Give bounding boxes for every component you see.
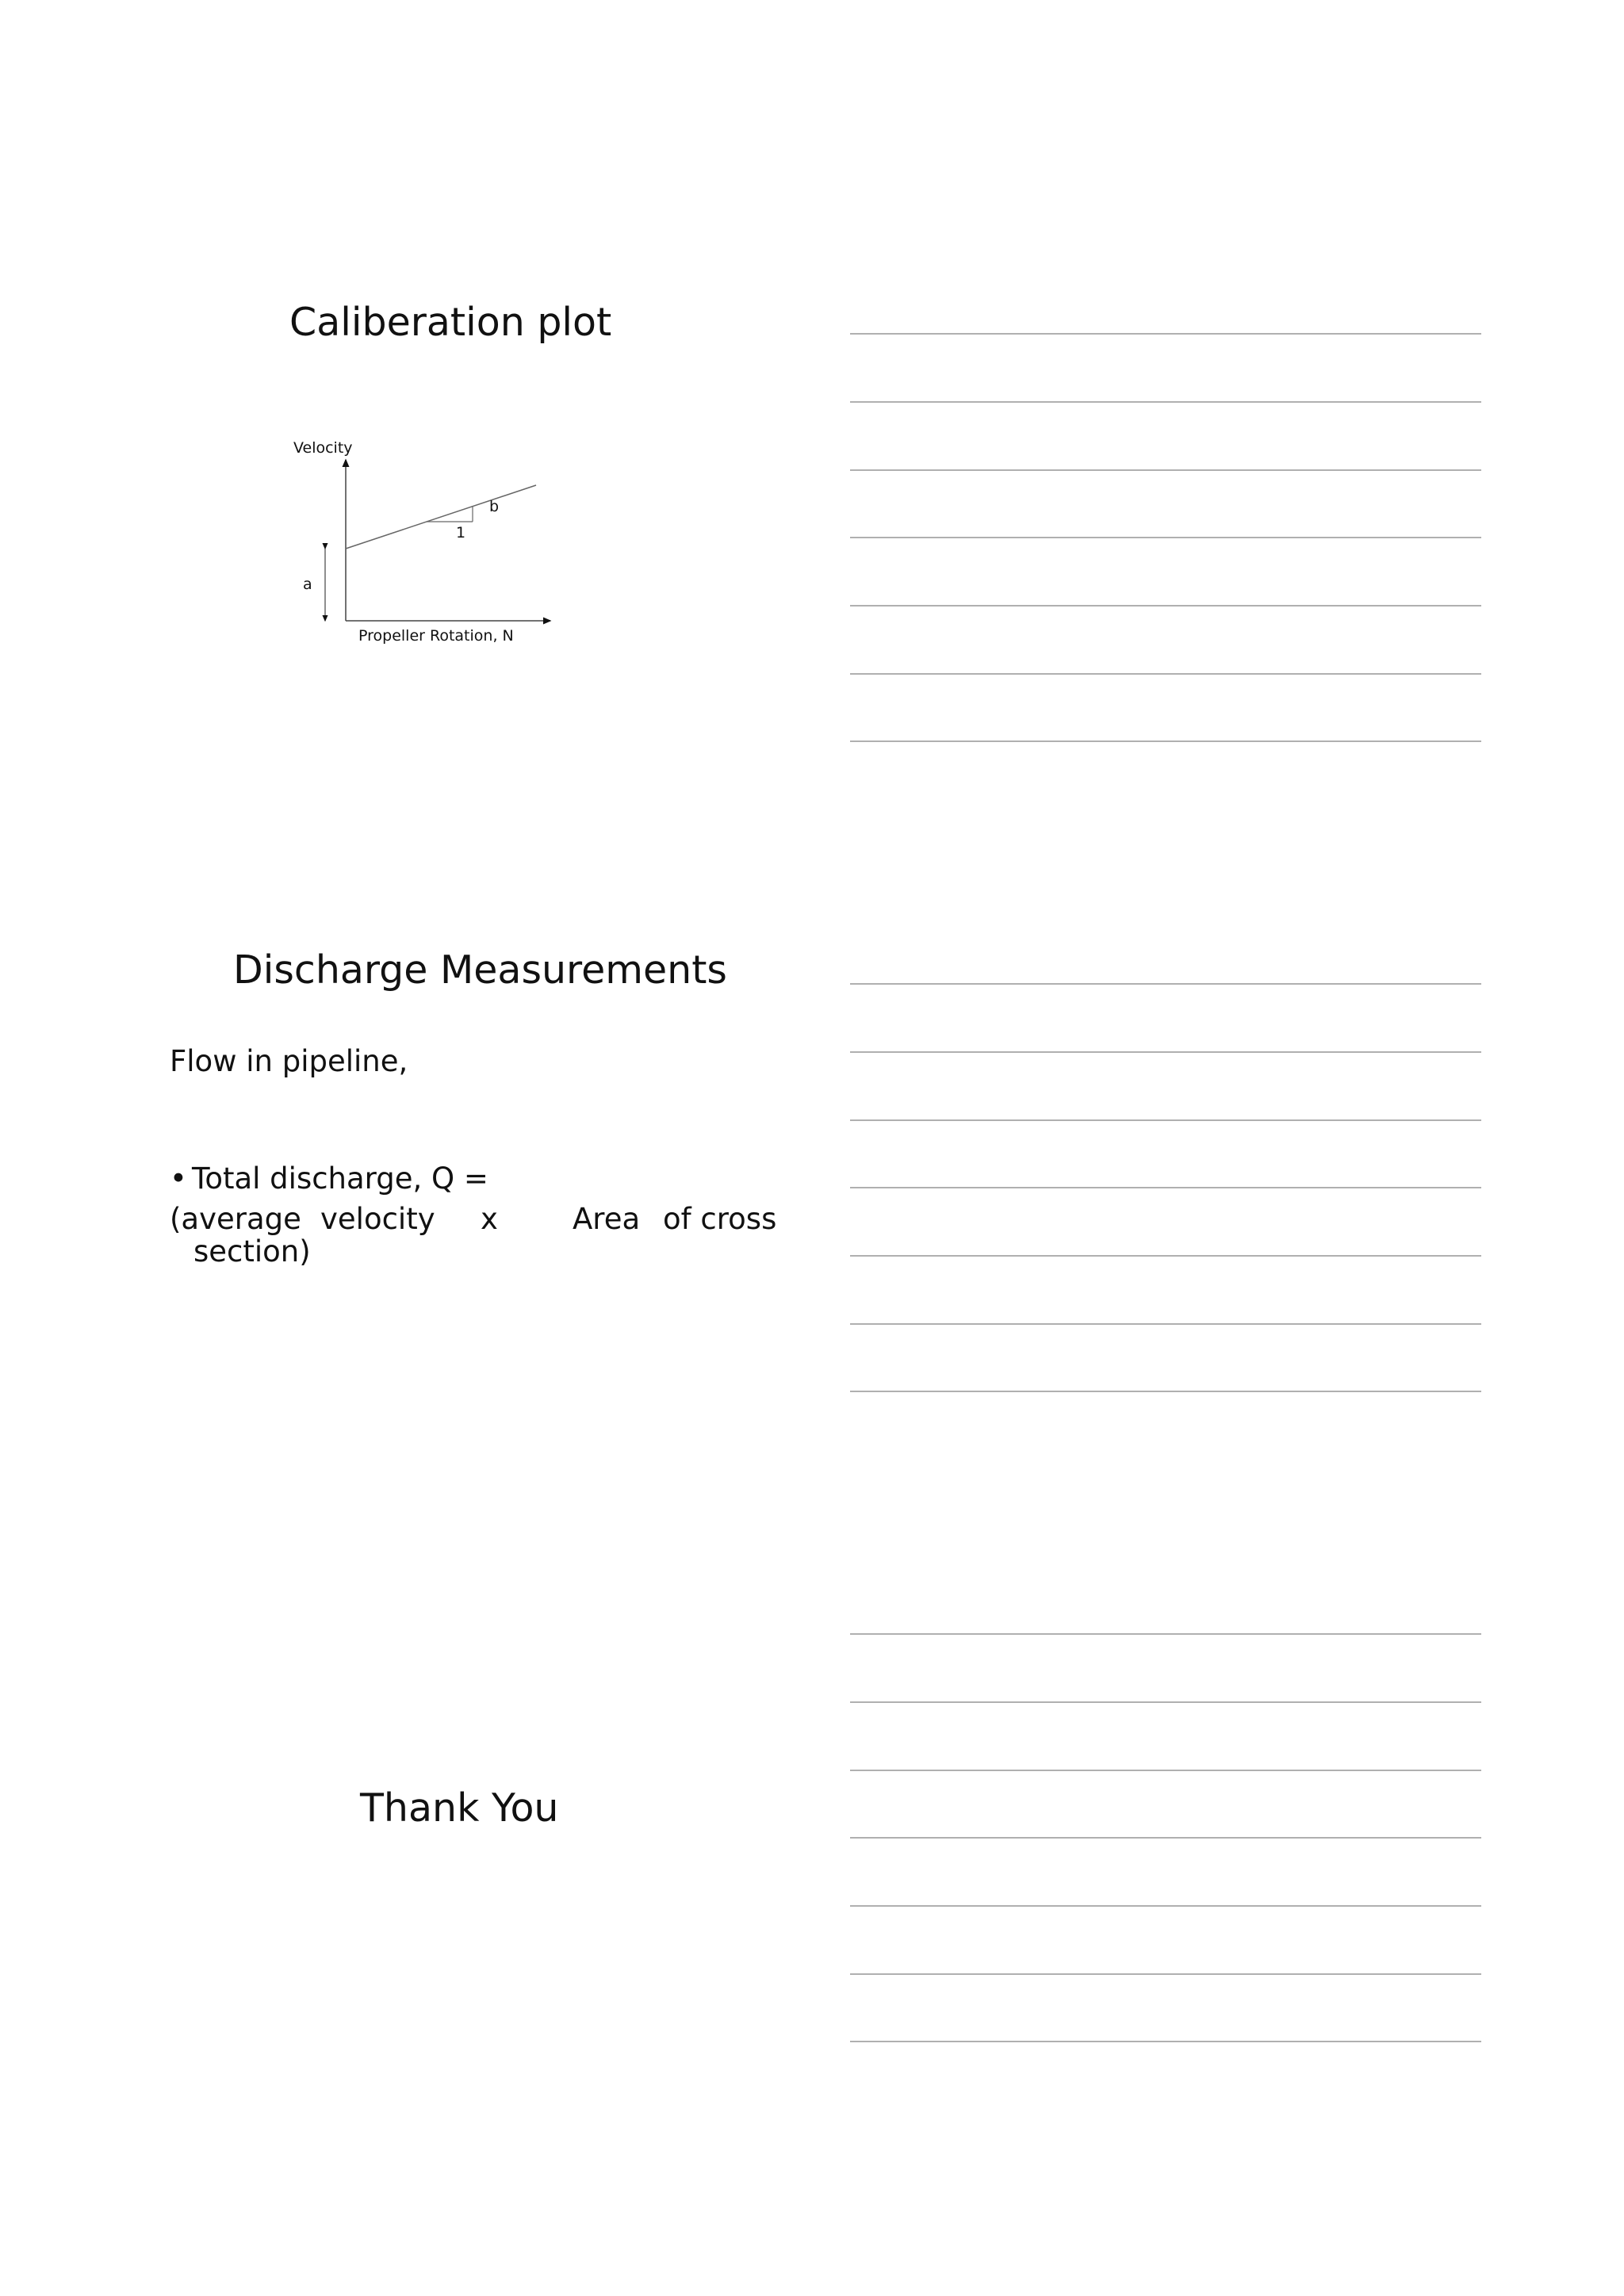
note-line (850, 537, 1481, 538)
note-line (850, 1770, 1481, 1771)
slide-title-calibration: Caliberation plot (289, 300, 612, 345)
note-line (850, 401, 1481, 403)
slope-rise-label: b (489, 498, 500, 515)
note-line (850, 983, 1481, 985)
note-line (850, 605, 1481, 607)
intercept-label: a (303, 576, 312, 593)
intro-text: Flow in pipeline, (170, 1044, 408, 1078)
x-axis-label: Propeller Rotation, N (358, 627, 514, 645)
formula-word: x (481, 1202, 498, 1236)
bullet-text: Total discharge, Q = (192, 1161, 488, 1196)
bullet-item (170, 1162, 488, 1196)
note-line (850, 1187, 1481, 1188)
calibration-line (346, 485, 536, 549)
y-axis-label: Velocity (293, 439, 353, 457)
formula-row (170, 1202, 777, 1237)
note-line (850, 1837, 1481, 1839)
note-line (850, 1255, 1481, 1257)
note-line (850, 2041, 1481, 2042)
slide-title-thank-you: Thank You (360, 1785, 559, 1831)
slide-title-discharge: Discharge Measurements (233, 947, 727, 993)
note-line (850, 1323, 1481, 1325)
note-line (850, 1391, 1481, 1392)
formula-continuation: section) (193, 1234, 311, 1269)
formula-word: Area (573, 1202, 641, 1236)
calibration-diagram (285, 428, 571, 650)
note-line (850, 1051, 1481, 1053)
note-line (850, 1633, 1481, 1635)
note-line (850, 740, 1481, 742)
note-line (850, 1701, 1481, 1703)
note-line (850, 1905, 1481, 1907)
formula-word: (average (170, 1202, 301, 1236)
note-line (850, 673, 1481, 675)
note-line (850, 1119, 1481, 1121)
note-line (850, 333, 1481, 335)
formula-word: velocity (320, 1202, 435, 1236)
note-line (850, 469, 1481, 471)
formula-word: of cross (663, 1202, 777, 1236)
note-line (850, 1973, 1481, 1975)
slope-run-label: 1 (456, 524, 466, 541)
bullet-dot: • (170, 1161, 187, 1196)
